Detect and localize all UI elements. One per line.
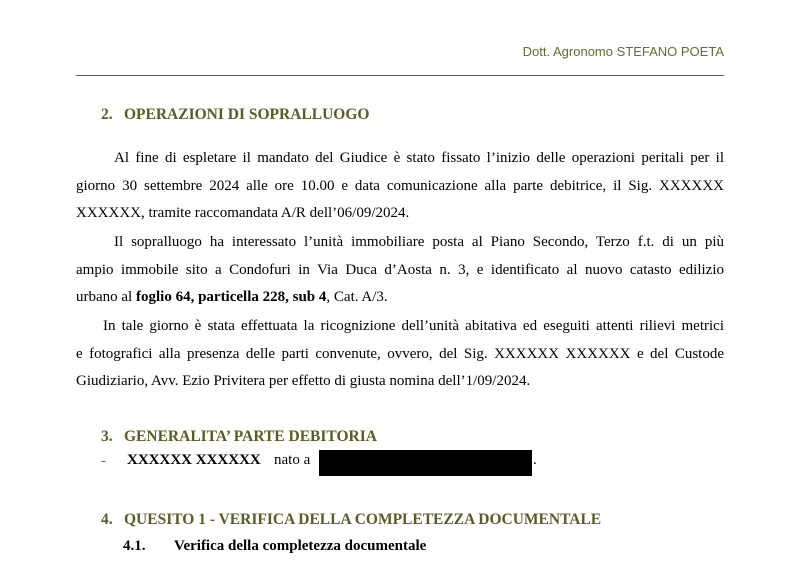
section-2-title: OPERAZIONI DI SOPRALLUOGO [124,106,370,123]
section-4-number: 4. [101,511,113,528]
subsection-number: 4.1. [123,538,146,554]
redaction-bar [319,450,532,476]
birthplace-label: nato a [274,452,311,468]
debtor-name: XXXXXX XXXXXX [127,452,261,468]
paragraph-line: Al fine di espletare il mandato del Giudice è stato fissato l’inizio delle operazioni peritali per il [114,150,724,166]
paragraph-line: Giudiziario, Avv. Ezio Privitera per effetto di giusta nomina dell’1/09/2024. [76,373,531,389]
section-4-heading [101,511,601,529]
paragraph-convocation [76,145,724,228]
cadastral-reference: foglio 64, particella 228, sub 4 [135,289,327,305]
paragraph-line: giorno 30 settembre 2024 alle ore 10.00 e data comunicazione alla parte debitrice, il Sig. XXXXXX [76,177,724,194]
cadastral-suffix: , Cat. A/3. [326,289,388,305]
subsection-4-1-heading [123,538,426,555]
redaction-trailing-period: . [533,452,537,468]
paragraph-inspection [76,313,724,396]
paragraph-line: Il sopralluogo ha interessato l’unità immobiliare posta al Piano Secondo, Terzo f.t. di un più [114,234,724,250]
bullet-dash: - [101,453,106,469]
paragraph-line: ampio immobile sito a Condofuri in Via Duca d’Aosta n. 3, e identificato al nuovo catasto edilizio [76,261,724,278]
section-3-title: GENERALITA’ PARTE DEBITORIA [124,428,377,445]
paragraph-line [76,284,724,312]
cadastral-prefix: urbano al [76,289,136,305]
paragraph-property [76,229,724,312]
paragraph-line: In tale giorno è stata effettuata la ricognizione dell’unità abitativa ed eseguiti attenti rilievi metrici [103,318,724,334]
section-4-title: QUESITO 1 - VERIFICA DELLA COMPLETEZZA DOCUMENTALE [124,511,602,528]
subsection-title: Verifica della completezza documentale [174,538,427,554]
header-divider [76,75,724,76]
section-3-number: 3. [101,428,113,445]
section-3-heading [101,428,377,446]
page-header-author: Dott. Agronomo STEFANO POETA [522,44,724,59]
paragraph-line: XXXXXX, tramite raccomandata A/R dell’06/09/2024. [76,205,410,221]
paragraph-line: e fotografici alla presenza delle parti convenute, ovvero, del Sig. XXXXXX XXXXXX e del Custode [76,345,724,362]
section-2-number: 2. [101,106,113,123]
section-2-heading [101,106,369,124]
